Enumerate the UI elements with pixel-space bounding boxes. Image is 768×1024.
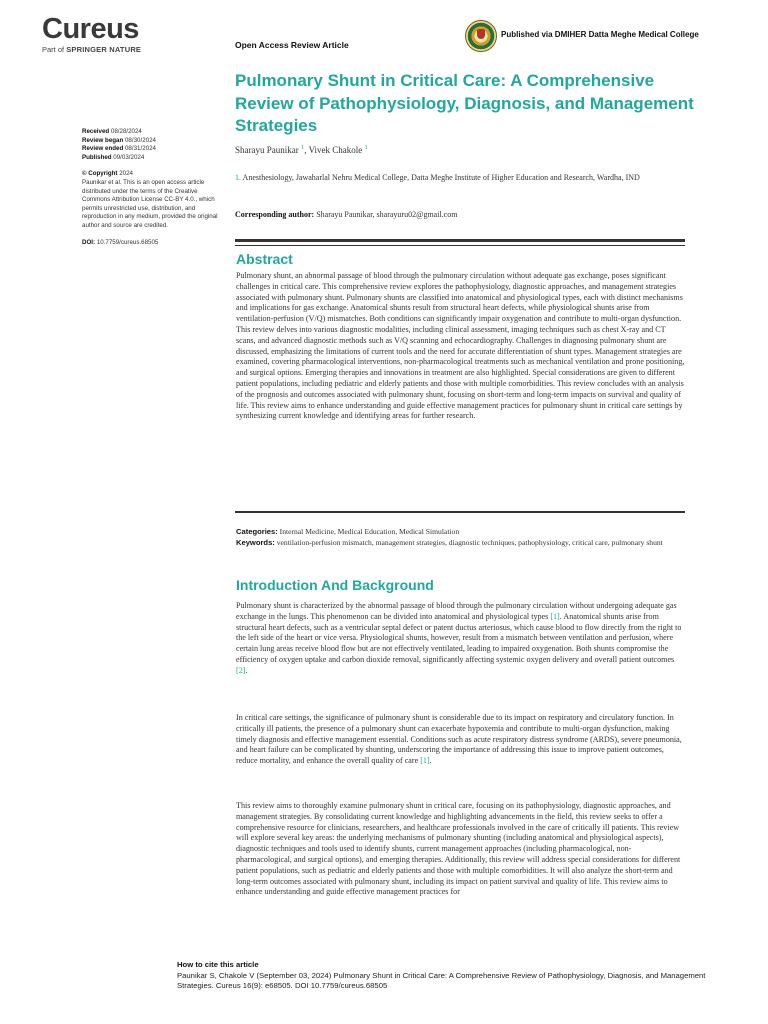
intro-paragraph: In critical care settings, the significance of pulmonary shunt is considerable due to its impact on respiratory and circulatory function. In critically ill patients, the presence of a pulmonary shunt can exacerbate hypoxemia and contribute to multi-organ dysfunction, making timely diagnosis and effective management essential. Conditions such as acute respiratory distress syndrome (ARDS), severe pneumonia, and heart failure can be complicated by shunting, underscoring the importance of addressing this issue to improve patient outcomes, reduce mortality, and enhance the overall quality of care [1].: [236, 713, 682, 766]
logo-subtitle: Part of SPRINGER NATURE: [42, 45, 142, 54]
author-name[interactable]: Vivek Chakole: [308, 145, 363, 155]
citation-link[interactable]: [2]: [236, 665, 246, 675]
received-date: Received 08/28/2024: [82, 128, 142, 135]
review-ended-date: Review ended 08/31/2024: [82, 145, 156, 153]
intro-paragraph: This review aims to thoroughly examine pulmonary shunt in critical care, focusing on its pathophysiology, diagnostic approaches, and management strategies. By consolidating current knowledge and highlighting advancements in the field, this review seeks to offer a comprehensive resource for clinicians, researchers, and healthcare professionals involved in the care of critically ill patients. This review will explore several key areas: the underlying mechanisms of pulmonary shunting (including anatomical and physiological aspects), diagnostic techniques and tools used to identify shunts, current management approaches (including pharmacological, non-pharmacological, and surgical options), and emerging therapies. Additionally, this review will address special considerations for different patient populations, such as pediatric and elderly patients and those with multiple comorbidities. It will also analyze the short-term and long-term outcomes associated with pulmonary shunt, including its impact on patient survival and quality of life. This review aims to enhance understanding and guide effective management practices for: [236, 801, 681, 897]
intro-heading: Introduction And Background: [236, 577, 434, 593]
abstract-text: Pulmonary shunt, an abnormal passage of blood through the pulmonary circulation without adequate gas exchange, poses significant challenges in critical care. This comprehensive review explores the pathophysiology, diagnostic approaches, and management strategies associated with pulmonary shunt. Pulmonary shunts are classified into anatomical and physiological types, each with distinct mechanisms and implications for gas exchange. Anatomical shunts result from structural heart defects, while physiological shunts arise from ventilation-perfusion (V/Q) mismatches. Both conditions can significantly impair oxygenation and contribute to multi-organ dysfunction. This review delves into various diagnostic modalities, including clinical assessment, imaging techniques such as chest X-ray and CT scans, and advanced diagnostic methods such as V/Q scanning and echocardiography. Challenges in diagnosing pulmonary shunt are discussed, emphasizing the limitations of current tools and the need for accurate differentiation of shunt types. Management strategies are examined, covering pharmacological interventions, non-pharmacological treatments such as mechanical ventilation and prone positioning, and surgical options. Emerging therapies and innovations in treatment are also highlighted. Special considerations are given to different patient populations, including pediatric and elderly patients and those with multiple comorbidities. This review concludes with an analysis of the prognosis and outcomes associated with pulmonary shunt, focusing on short-term and long-term impacts on survival and quality of life. This review aims to enhance understanding and guide effective management practices for pulmonary shunt in critical care settings by synthesizing current knowledge and identifying areas for further research.: [236, 271, 685, 421]
college-seal-icon: [465, 20, 497, 52]
copyright: © Copyright 2024: [82, 170, 133, 178]
intro-paragraph: Pulmonary shunt is characterized by the abnormal passage of blood through the pulmonary circulation without undergoing adequate gas exchange in the lungs. This phenomenon can be divided into anatomical and physiological types [1]. Anatomical shunts arise from structural heart defects, such as a ventricular septal defect or patent ductus arteriosus, which cause blood to flow directly from the right to the left side of the heart or vice versa. Physiological shunts, however, result from a mismatch between ventilation and perfusion, where certain lung areas receive blood flow but are not effectively ventilated, leading to impaired oxygenation. Both shunts compromise the efficiency of oxygen uptake and carbon dioxide removal, significantly affecting systemic oxygen delivery and overall patient outcomes [2].: [236, 601, 682, 675]
article-title: Pulmonary Shunt in Critical Care: A Comprehensive Review of Pathophysiology, Diagnosis, and Management Strategies: [235, 71, 694, 135]
published-via: Published via DMIHER Datta Meghe Medical College: [501, 30, 699, 39]
cite-text: Paunikar S, Chakole V (September 03, 2024) Pulmonary Shunt in Critical Care: A Comprehensive Review of Pathophysiology, Diagnosis, and Management Strategies. Cureus 16(9): e68505. DOI 10.7759/cureus.68505: [177, 970, 706, 991]
license-text: Paunikar et al. This is an open access article distributed under the terms of the Creative Commons Attribution License CC-BY 4.0., which permits unrestricted use, distribution, and reproduction in any medium, provided the original author and source are credited.: [82, 178, 218, 229]
how-to-cite: [177, 960, 737, 992]
divider: [235, 239, 685, 242]
divider: [235, 245, 685, 246]
open-access-label: Open Access Review Article: [235, 40, 349, 50]
logo-wordmark: Cureus: [42, 13, 139, 45]
author-name[interactable]: Sharayu Paunikar: [235, 145, 299, 155]
keywords: Keywords: ventilation-perfusion mismatch, management strategies, diagnostic techniques, pathophysiology, critical care, pulmonary shunt: [236, 537, 663, 547]
article-sidebar: [82, 128, 222, 247]
doi[interactable]: DOI: 10.7759/cureus.68505: [82, 238, 159, 246]
corresponding-author: Corresponding author: Sharayu Paunikar, sharayuru02@gmail.com: [235, 210, 458, 219]
cite-heading: How to cite this article: [177, 960, 259, 969]
affiliation-marker: 1: [364, 144, 368, 151]
categories: Categories: Internal Medicine, Medical Education, Medical Simulation: [236, 527, 460, 536]
authors: Sharayu Paunikar $^1$, Vivek Chakole $^1$: [235, 144, 368, 155]
published-date: Published 09/03/2024: [82, 153, 145, 161]
affiliation-marker: 1: [300, 144, 305, 151]
abstract-heading: Abstract: [236, 251, 293, 267]
affiliation: 1. Anesthesiology, Jawaharlal Nehru Medical College, Datta Meghe Institute of Higher Education and Research, Wardha, IND: [235, 173, 640, 182]
review-began-date: Review began 08/30/2024: [82, 136, 156, 144]
divider: [235, 511, 685, 513]
cureus-logo[interactable]: [42, 14, 141, 54]
citation-link[interactable]: [1]: [420, 756, 430, 766]
citation-link[interactable]: [1]: [550, 611, 560, 621]
categories-keywords: [236, 527, 686, 548]
